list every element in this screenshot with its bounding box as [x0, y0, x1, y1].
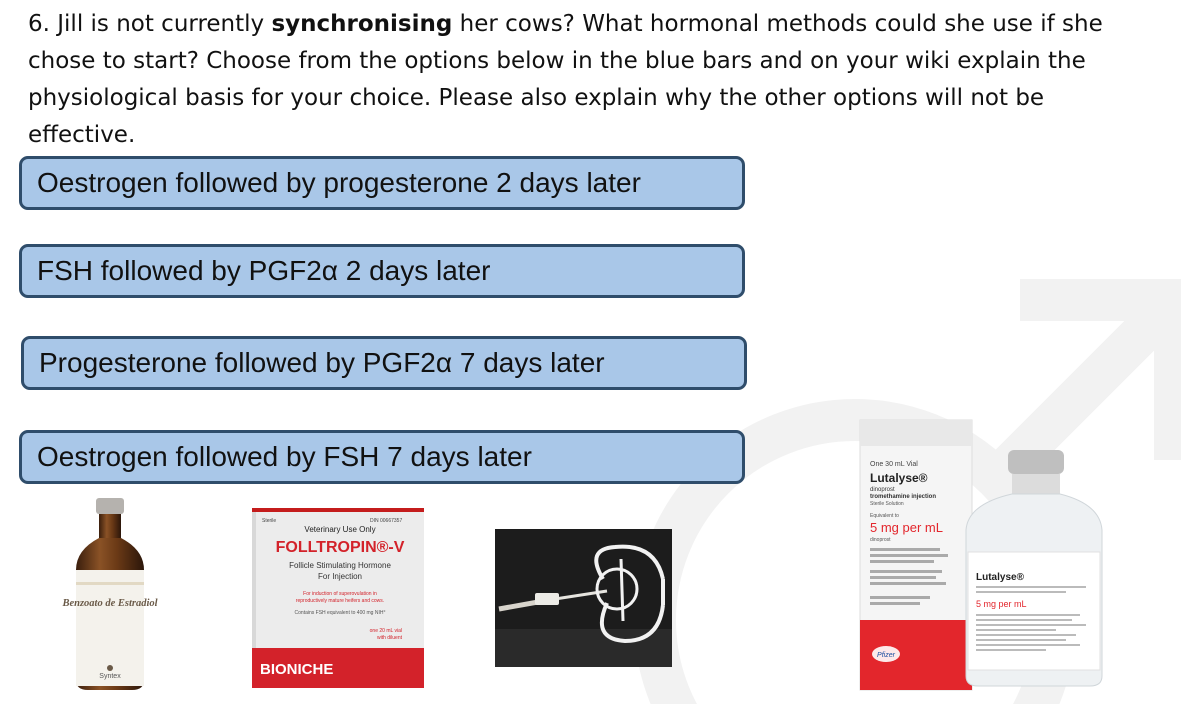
- option-oestrogen-fsh[interactable]: [19, 430, 745, 484]
- folltropin-small1: For induction of superovulation in: [303, 591, 377, 597]
- option-label: Progesterone followed by PGF2α 7 days later: [39, 347, 605, 378]
- lutalyse-dinoprost: dinoprost: [870, 537, 891, 543]
- question-text-rest: her cows? What hormonal methods could she use if she chose to start? Choose from the options below in the blue bars and on your wiki explain the physiological basis for your choice. Please also explain why the other options will not be effective.: [28, 11, 1103, 148]
- estradiol-name: Benzoato de Estradiol: [62, 598, 158, 609]
- estradiol-bottle-image: [62, 498, 158, 692]
- lutalyse-vial-name: Lutalyse®: [976, 572, 1024, 583]
- option-label: Oestrogen followed by progesterone 2 days later: [37, 167, 641, 198]
- lutalyse-sub2: tromethamine injection: [870, 494, 937, 500]
- folltropin-box-image: [252, 508, 424, 688]
- option-fsh-pgf2a[interactable]: [19, 244, 745, 298]
- folltropin-vet-use: Veterinary Use Only: [304, 525, 376, 534]
- lutalyse-maker: Pfizer: [877, 652, 895, 659]
- folltropin-name: FOLLTROPIN®-V: [275, 539, 405, 556]
- lutalyse-sub1: dinoprost: [870, 487, 895, 493]
- question-keyword: synchronising: [271, 11, 453, 37]
- folltropin-vial1: one 20 mL vial: [369, 628, 402, 634]
- folltropin-desc2: For Injection: [317, 572, 363, 581]
- folltropin-sterile: Sterile: [262, 518, 277, 524]
- lutalyse-product-image: [850, 420, 1125, 690]
- folltropin-vial2: with diluent: [376, 635, 402, 641]
- lutalyse-sub3: Sterile Solution: [870, 501, 904, 507]
- question-text-start: 6. Jill is not currently: [28, 11, 272, 37]
- lutalyse-equiv: Equivalent to: [870, 513, 899, 519]
- progesterone-device-image: [495, 529, 672, 667]
- folltropin-maker: BIONICHE: [260, 661, 334, 678]
- question-text: [28, 6, 1158, 154]
- option-label: FSH followed by PGF2α 2 days later: [37, 255, 491, 286]
- lutalyse-dose: 5 mg per mL: [870, 520, 943, 535]
- folltropin-din: DIN 00667357: [370, 518, 403, 524]
- folltropin-small2: reproductively mature heifers and cows.: [295, 598, 385, 604]
- option-progesterone-pgf2a[interactable]: [21, 336, 747, 390]
- lutalyse-vial-dose: 5 mg per mL: [976, 599, 1027, 609]
- option-oestrogen-progesterone[interactable]: [19, 156, 745, 210]
- folltropin-desc1: Follicle Stimulating Hormone: [289, 561, 391, 570]
- folltropin-small3: Contains FSH equivalent to 400 mg NIH°: [294, 610, 386, 616]
- lutalyse-vial-size: One 30 mL Vial: [870, 461, 918, 468]
- estradiol-brand: Syntex: [99, 673, 121, 680]
- option-label: Oestrogen followed by FSH 7 days later: [37, 441, 532, 472]
- lutalyse-name: Lutalyse®: [870, 471, 928, 485]
